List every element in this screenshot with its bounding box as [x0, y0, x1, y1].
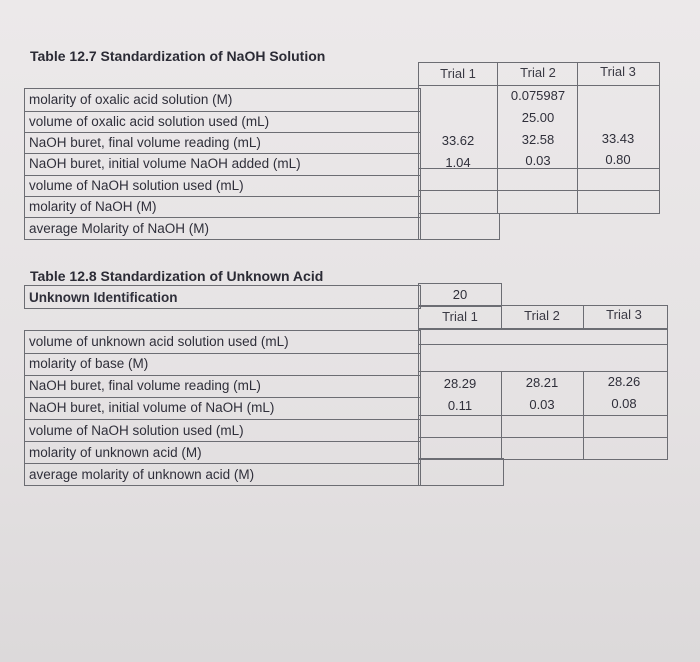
table2-header-trial3: Trial 3	[606, 307, 642, 322]
table1-row-label: NaOH buret, initial volume NaOH added (mL)	[29, 156, 301, 171]
table1-cell: 0.80	[605, 152, 631, 167]
table2-row-label: average molarity of unknown acid (M)	[29, 467, 255, 482]
table2-average-cell	[418, 458, 504, 486]
table1-data-grid	[418, 85, 660, 214]
table1-header-trial1: Trial 1	[440, 66, 476, 81]
table1-cell: 33.62	[441, 133, 475, 148]
table2-row-label: NaOH buret, final volume reading (mL)	[29, 378, 261, 393]
table1-row-label: volume of oxalic acid solution used (mL)	[29, 114, 270, 129]
table2-row-label: volume of NaOH solution used (mL)	[29, 423, 244, 438]
table2-data-grid	[418, 328, 668, 460]
table1-row-label: average Molarity of NaOH (M)	[29, 221, 210, 236]
table2-cell: 28.26	[607, 374, 641, 389]
table2-cell: 28.21	[525, 375, 559, 390]
table1-row-label: molarity of oxalic acid solution (M)	[29, 92, 233, 107]
table2-cell: 0.08	[611, 396, 637, 411]
table1-cell: 32.58	[521, 132, 555, 147]
table2-header-trial1: Trial 1	[442, 309, 478, 324]
table1-cell: 33.43	[601, 131, 635, 146]
table2-id-label: Unknown Identification	[29, 290, 178, 305]
table1-cell: 1.04	[445, 155, 471, 170]
table1-average-cell	[418, 213, 500, 240]
table2-title: Table 12.8 Standardization of Unknown Acid	[30, 268, 324, 284]
table2-cell: 0.11	[447, 398, 473, 413]
table1-row-label: volume of NaOH solution used (mL)	[29, 178, 244, 193]
table2-row-label: NaOH buret, initial volume of NaOH (mL)	[29, 400, 275, 415]
table1-header-trial2: Trial 2	[520, 65, 556, 80]
table2-id-value: 20	[452, 287, 468, 302]
table2-cell: 0.03	[529, 397, 555, 412]
table2-header-trial2: Trial 2	[524, 308, 560, 323]
table1-cell: 0.03	[525, 153, 551, 168]
table1-cell: 0.075987	[510, 88, 566, 103]
table1-header-trial3: Trial 3	[600, 64, 636, 79]
table2-cell: 28.29	[443, 376, 477, 391]
table1-title: Table 12.7 Standardization of NaOH Solution	[30, 48, 326, 64]
table1-row-label: NaOH buret, final volume reading (mL)	[29, 135, 261, 150]
table2-row-label: molarity of base (M)	[29, 356, 149, 371]
table2-row-label: molarity of unknown acid (M)	[29, 445, 202, 460]
table1-row-label: molarity of NaOH (M)	[29, 199, 157, 214]
table1-cell: 25.00	[521, 110, 555, 125]
table2-row-label: volume of unknown acid solution used (mL)	[29, 334, 289, 349]
